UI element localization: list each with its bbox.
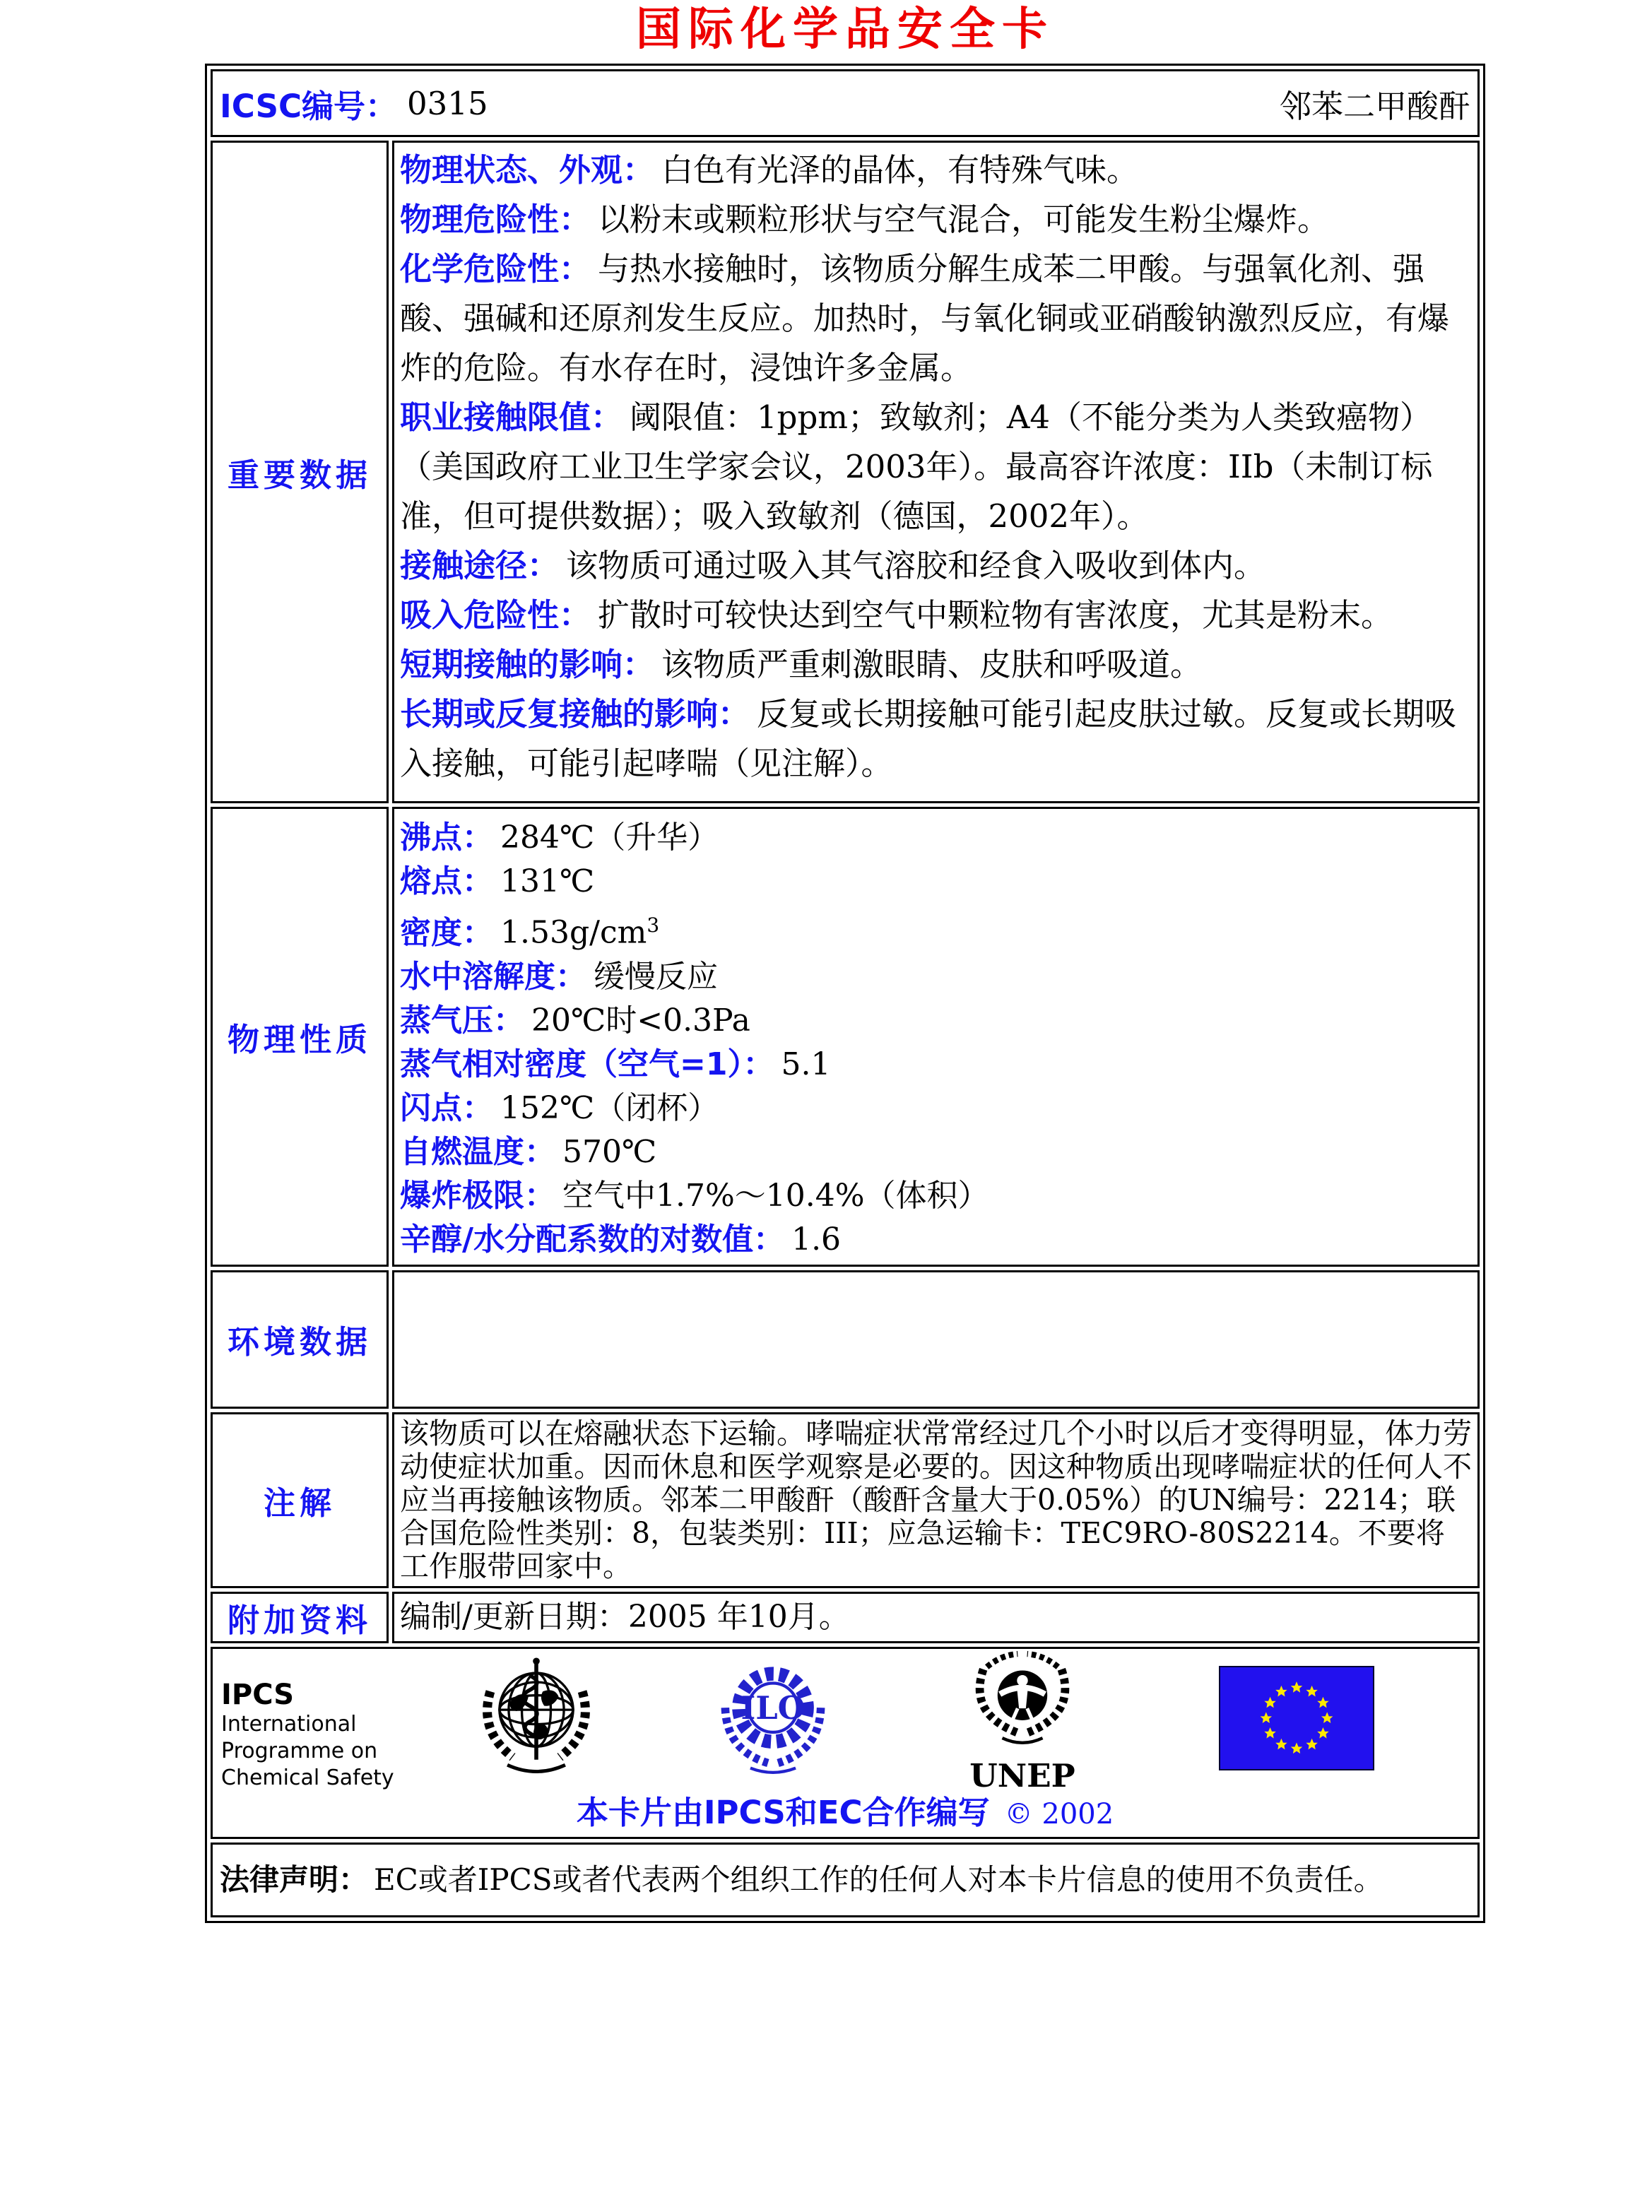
section-label-important-data: 重要数据 [211,141,389,803]
chemical-name: 邻苯二甲酸酐 [1279,87,1470,125]
credit-line [213,1787,1477,1833]
notes-text: 该物质可以在熔融状态下运输。哮喘症状常常经过几个小时以后才变得明显，体力劳动使症状加重。因而休息和医学观察是必要的。因这种物质出现哮喘症状的任何人不应当再接触该物质。邻苯二甲酸酐（酸酐含量大于0.05%）的UN编号：2214；联合国危险性类别：8，包装类别：III；应急运输卡：TEC9RO-80S2214。不要将工作服带回家中。 [400,1416,1472,1583]
icsc-number-label: ICSC编号： [220,87,398,125]
header-inner [220,81,1470,126]
field-value: 与热水接触时，该物质分解生成苯二甲酸。与强氧化剂、强酸、强碱和还原剂发生反应。加热时，与氧化铜或亚硝酸钠激烈反应，有爆炸的危险。有水存在时，浸蚀许多金属。 [400,250,1450,386]
field-value: 570℃ [562,1133,657,1170]
ipcs-subtitle-line: Programme on [221,1738,378,1763]
icsc-card-table [205,64,1485,1923]
field-value: 1.6 [791,1221,842,1258]
legal-row [211,1843,1480,1917]
field-value: 缓慢反应 [594,958,718,995]
physical-item [400,860,1472,904]
eu-flag-icon [1219,1666,1374,1770]
field-label: 短期接触的影响： [400,646,655,683]
section-label-environmental-data: 环境数据 [211,1270,389,1409]
ipcs-title: IPCS [221,1678,295,1711]
field-value: 152℃（闭杯） [500,1089,719,1126]
page-title: 国际化学品安全卡 [636,4,1054,56]
physical-properties-content [392,807,1480,1267]
important-item [400,393,1472,541]
important-item [400,640,1472,690]
field-value: 以粉末或颗粒形状与空气混合，可能发生粉尘爆炸。 [598,201,1330,238]
field-label: 闪点： [400,1089,493,1126]
important-item [400,591,1472,640]
field-label: 辛醇/水分配系数的对数值： [400,1221,785,1258]
legal-label: 法律声明： [220,1862,369,1897]
credit-text: 本卡片由IPCS和EC合作编写 [576,1793,990,1831]
field-value: 131℃ [500,863,595,899]
field-label: 水中溶解度： [400,958,586,995]
field-label: 化学危险性： [400,250,591,288]
section-label-additional-info: 附加资料 [211,1592,389,1643]
header-row [211,69,1480,137]
ipcs-subtitle-line: International [221,1711,357,1737]
ilo-logo-icon [709,1657,837,1783]
icsc-card-page [205,0,1485,1923]
field-value: 1.53g/cm [500,914,647,951]
field-label: 职业接触限值： [400,398,623,436]
important-item [400,195,1472,244]
field-label: 物理状态、外观： [400,151,655,189]
legal-statement [220,1862,1470,1898]
footer-row [211,1647,1480,1839]
section-label-physical-properties: 物理性质 [211,807,389,1267]
physical-item [400,1043,1472,1087]
unep-logo-icon [963,1650,1082,1804]
field-value: 空气中1.7%～10.4%（体积） [562,1177,989,1214]
ipcs-block [221,1679,394,1792]
important-data-row [211,141,1480,803]
credit-year: © 2002 [1004,1797,1114,1830]
field-value: 20℃时<0.3Pa [531,1002,750,1039]
physical-item [400,955,1472,999]
field-label: 吸入危险性： [400,596,591,634]
ipcs-subtitle-line: Chemical Safety [221,1765,394,1790]
field-label: 爆炸极限： [400,1177,555,1214]
field-value: 白色有光泽的晶体，有特殊气味。 [661,151,1139,189]
physical-item [400,1130,1472,1174]
physical-item [400,1218,1472,1262]
physical-item [400,999,1472,1043]
superscript: 3 [647,913,660,937]
additional-info-text: 编制/更新日期：2005 年10月。 [400,1599,850,1636]
physical-item [400,1174,1472,1218]
field-value: 284℃（升华） [500,820,719,856]
unep-logo-text: UNEP [969,1756,1075,1794]
field-value: 扩散时可较快达到空气中颗粒物有害浓度，尤其是粉末。 [598,596,1393,634]
important-item [400,244,1472,393]
icsc-number-value: 0315 [407,84,488,122]
field-value: 反复或长期接触可能引起皮肤过敏。反复或长期吸入接触，可能引起哮喘（见注解）。 [400,695,1457,782]
notes-row [211,1412,1480,1588]
field-label: 蒸气压： [400,1002,524,1039]
environmental-data-content [392,1270,1480,1409]
physical-item [400,1087,1472,1130]
field-label: 长期或反复接触的影响： [400,695,750,733]
section-label-notes: 注解 [211,1412,389,1588]
important-item [400,690,1472,788]
legal-text: EC或者IPCS或者代表两个组织工作的任何人对本卡片信息的使用不负责任。 [374,1862,1383,1897]
field-value: 阈限值：1ppm；致敏剂；A4（不能分类为人类致癌物）（美国政府工业卫生学家会议，2003年）。最高容许浓度：IIb（未制订标准，但可提供数据）；吸入致敏剂（德国，2002年）。 [400,398,1433,535]
field-value: 该物质可通过吸入其气溶胶和经食入吸收到体内。 [566,547,1266,584]
field-label: 沸点： [400,820,493,856]
field-value: 该物质严重刺激眼睛、皮肤和呼吸道。 [661,646,1203,683]
field-value: 5.1 [781,1046,831,1082]
physical-item [400,904,1472,955]
notes-content [392,1412,1480,1588]
environmental-data-row [211,1270,1480,1409]
field-label: 熔点： [400,863,493,899]
field-label: 自燃温度： [400,1133,555,1170]
important-item [400,146,1472,195]
field-label: 密度： [400,914,493,951]
field-label: 蒸气相对密度（空气=1）： [400,1046,774,1082]
additional-info-row [211,1592,1480,1643]
physical-properties-row [211,807,1480,1267]
who-logo-icon [468,1655,604,1786]
physical-item [400,816,1472,860]
important-item [400,541,1472,591]
ilo-logo-text: ILO [741,1689,806,1727]
additional-info-content [392,1592,1480,1643]
field-label: 接触途径： [400,547,560,584]
important-data-content [392,141,1480,803]
field-label: 物理危险性： [400,201,591,238]
